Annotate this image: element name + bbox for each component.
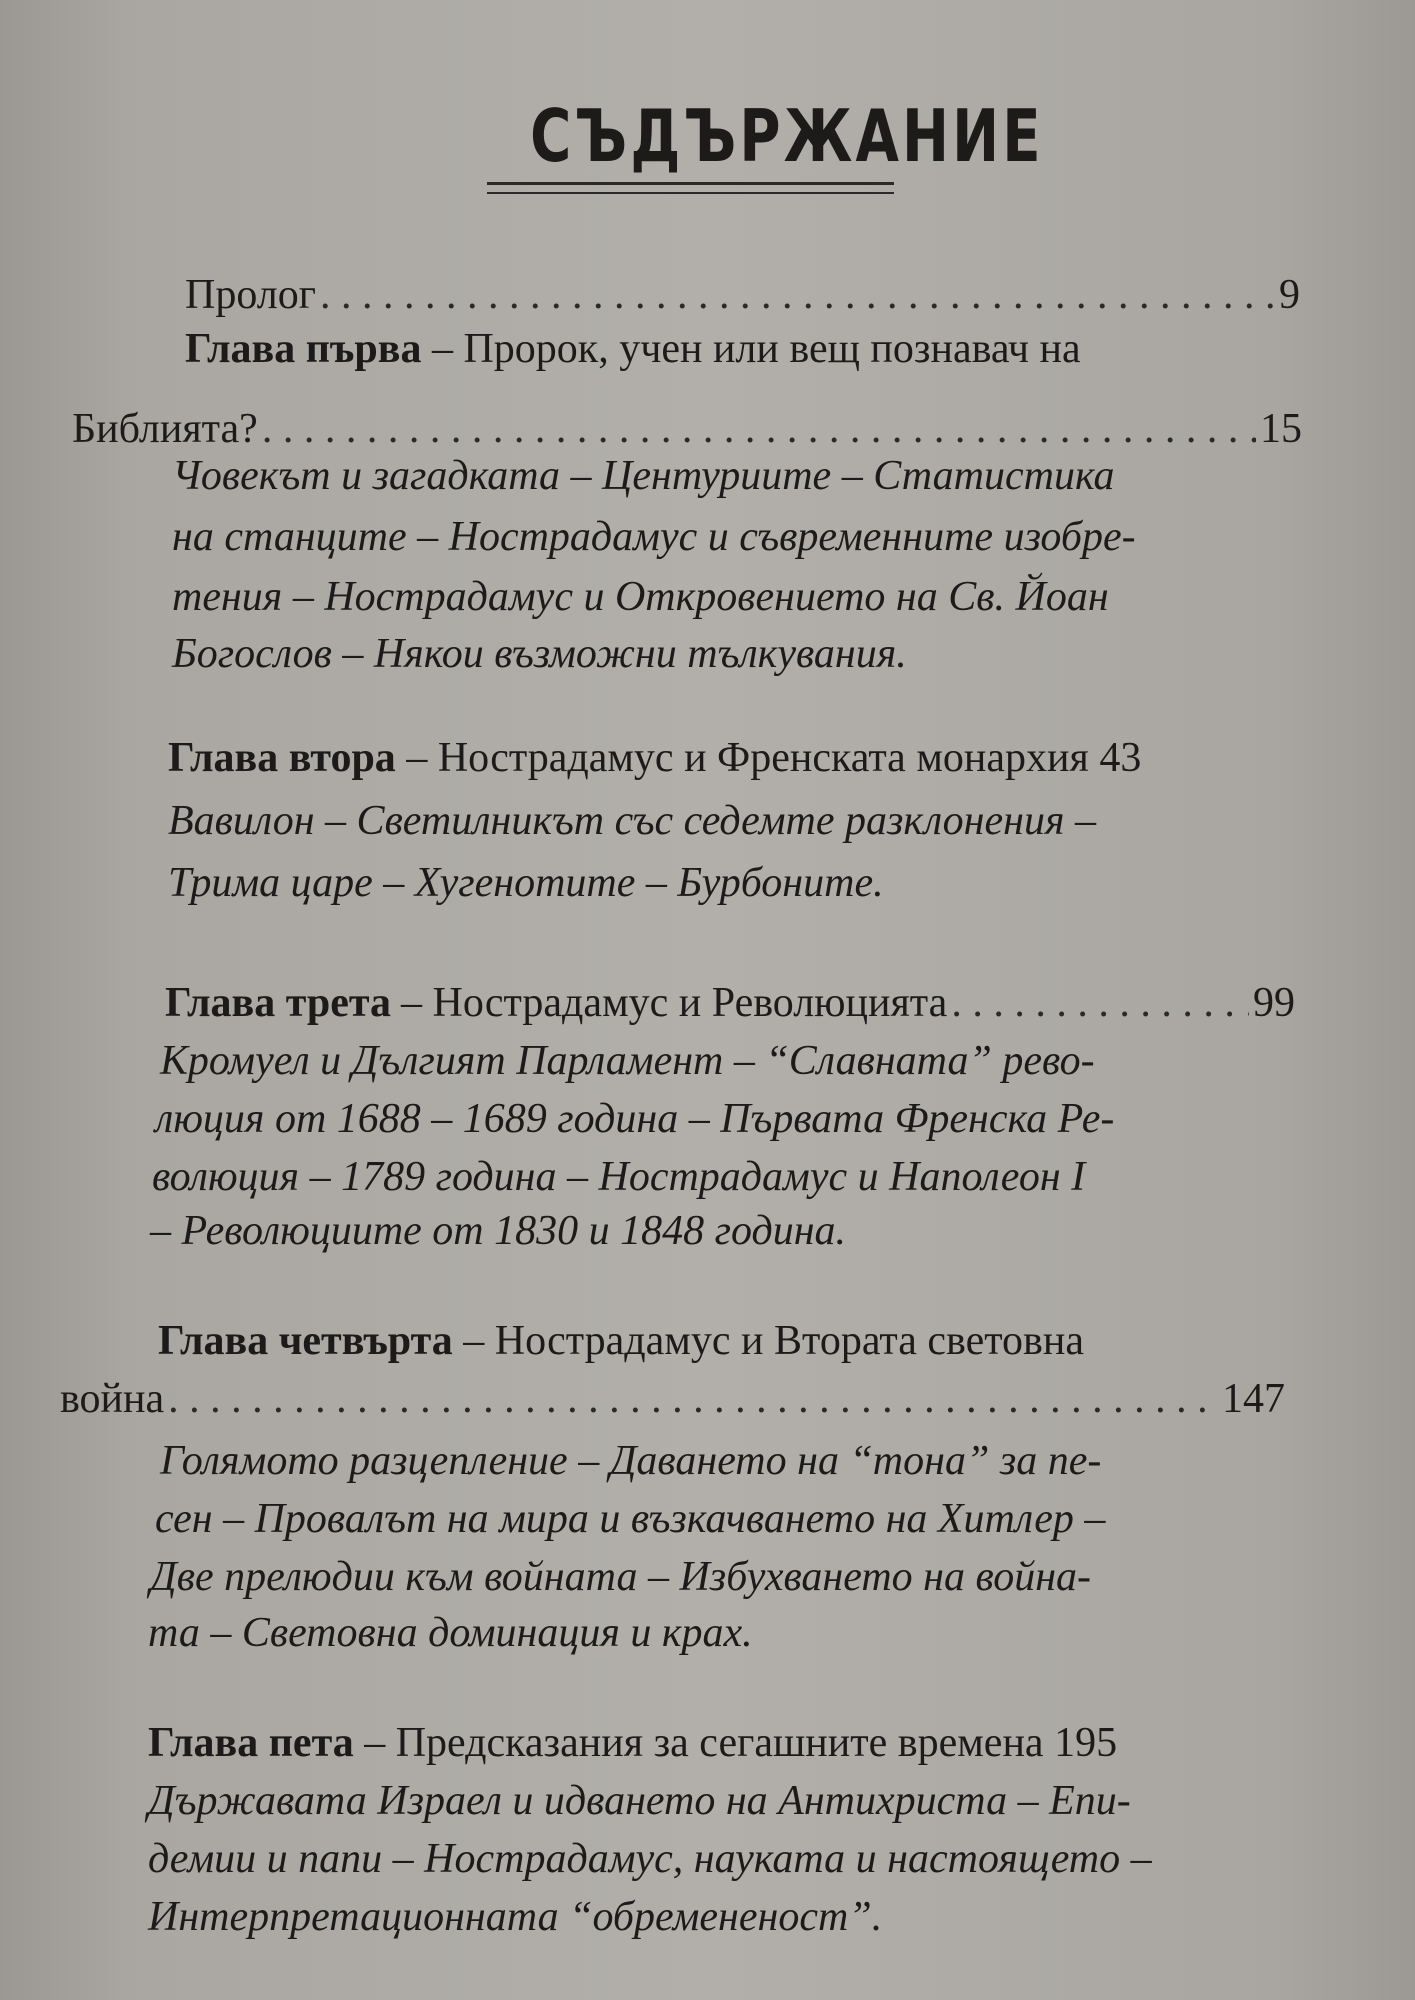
chapter-title-continued: война	[60, 1376, 165, 1422]
chapter-summary-line: на станците – Нострадамус и съвременните изобре-	[172, 514, 1136, 560]
toc-page-number: 147	[1222, 1376, 1285, 1422]
title-underline-top	[487, 182, 894, 185]
toc-entry-chapter-1	[185, 328, 1081, 370]
chapter-title: – Нострадамус и Френската монархия	[406, 735, 1089, 781]
toc-page-number: 195	[1054, 1720, 1118, 1766]
toc-page-number: 43	[1099, 735, 1142, 781]
chapter-summary-line: сен – Провалът на мира и възкачването на Хитлер –	[155, 1496, 1106, 1542]
chapter-summary-line: Човекът и загадката – Центуриите – Статистика	[172, 453, 1115, 499]
chapter-summary-line: Вавилон – Светилникът със седемте разклонения –	[168, 798, 1097, 844]
toc-entry-chapter-1-continued	[72, 408, 1302, 450]
chapter-summary-line: демии и папи – Нострадамус, науката и настоящето –	[148, 1836, 1152, 1882]
chapter-title: – Нострадамус и Втората световна	[463, 1318, 1084, 1364]
toc-entry-chapter-3	[165, 982, 1295, 1024]
toc-page-number: 9	[1279, 272, 1300, 318]
chapter-title: – Пророк, учен или вещ познавач на	[431, 326, 1081, 372]
toc-entry-chapter-4	[158, 1320, 1084, 1362]
dot-leader	[262, 408, 1256, 450]
chapter-summary-line: Кромуел и Дългият Парламент – “Славната” рево-	[160, 1038, 1095, 1084]
toc-entry-prologue	[185, 274, 1300, 316]
chapter-summary-line: волюция – 1789 година – Нострадамус и Наполеон I	[152, 1154, 1086, 1200]
chapter-title: – Нострадамус и Революцията	[401, 980, 948, 1026]
chapter-summary-line: Трима царе – Хугенотите – Бурбоните.	[168, 860, 884, 906]
chapter-heading: Глава втора	[168, 735, 396, 781]
chapter-heading: Глава пета	[148, 1720, 354, 1766]
dot-leader	[320, 274, 1275, 316]
toc-entry-chapter-2	[168, 737, 1141, 779]
chapter-summary-line: та – Световна доминация и крах.	[148, 1610, 753, 1656]
chapter-title-continued: Библията?	[72, 406, 258, 452]
toc-entry-chapter-5	[148, 1722, 1117, 1764]
toc-entry-label: Пролог	[185, 272, 316, 318]
chapter-heading: Глава трета	[165, 980, 392, 1026]
chapter-heading: Глава първа	[185, 326, 422, 372]
chapter-heading: Глава четвърта	[158, 1318, 453, 1364]
toc-page-number: 15	[1260, 406, 1302, 452]
chapter-summary-line: – Революциите от 1830 и 1848 година.	[150, 1208, 847, 1254]
toc-page-number: 99	[1253, 980, 1295, 1026]
chapter-summary-line: тения – Нострадамус и Откровението на Св. Йоан	[172, 574, 1109, 620]
chapter-summary-line: Богослов – Някои възможни тълкувания.	[172, 631, 907, 677]
chapter-title: – Предсказания за сегашните времена	[364, 1720, 1044, 1766]
page-title: СЪДЪРЖАНИЕ	[530, 94, 1044, 178]
title-underline-bottom	[487, 192, 894, 194]
chapter-summary-line: Две прелюдии към войната – Избухването на война-	[150, 1554, 1092, 1600]
chapter-summary-line: люция от 1688 – 1689 година – Първата Френска Ре-	[155, 1096, 1115, 1142]
chapter-summary-line: Държавата Израел и идването на Антихриста – Епи-	[148, 1778, 1131, 1824]
chapter-summary-line: Голямото разцепление – Даването на “тона” за пе-	[160, 1438, 1102, 1484]
toc-entry-chapter-4-continued	[60, 1378, 1285, 1420]
dot-leader	[168, 1378, 1218, 1420]
chapter-summary-line: Интерпретационната “обремененост”.	[148, 1894, 883, 1940]
dot-leader	[951, 982, 1249, 1024]
